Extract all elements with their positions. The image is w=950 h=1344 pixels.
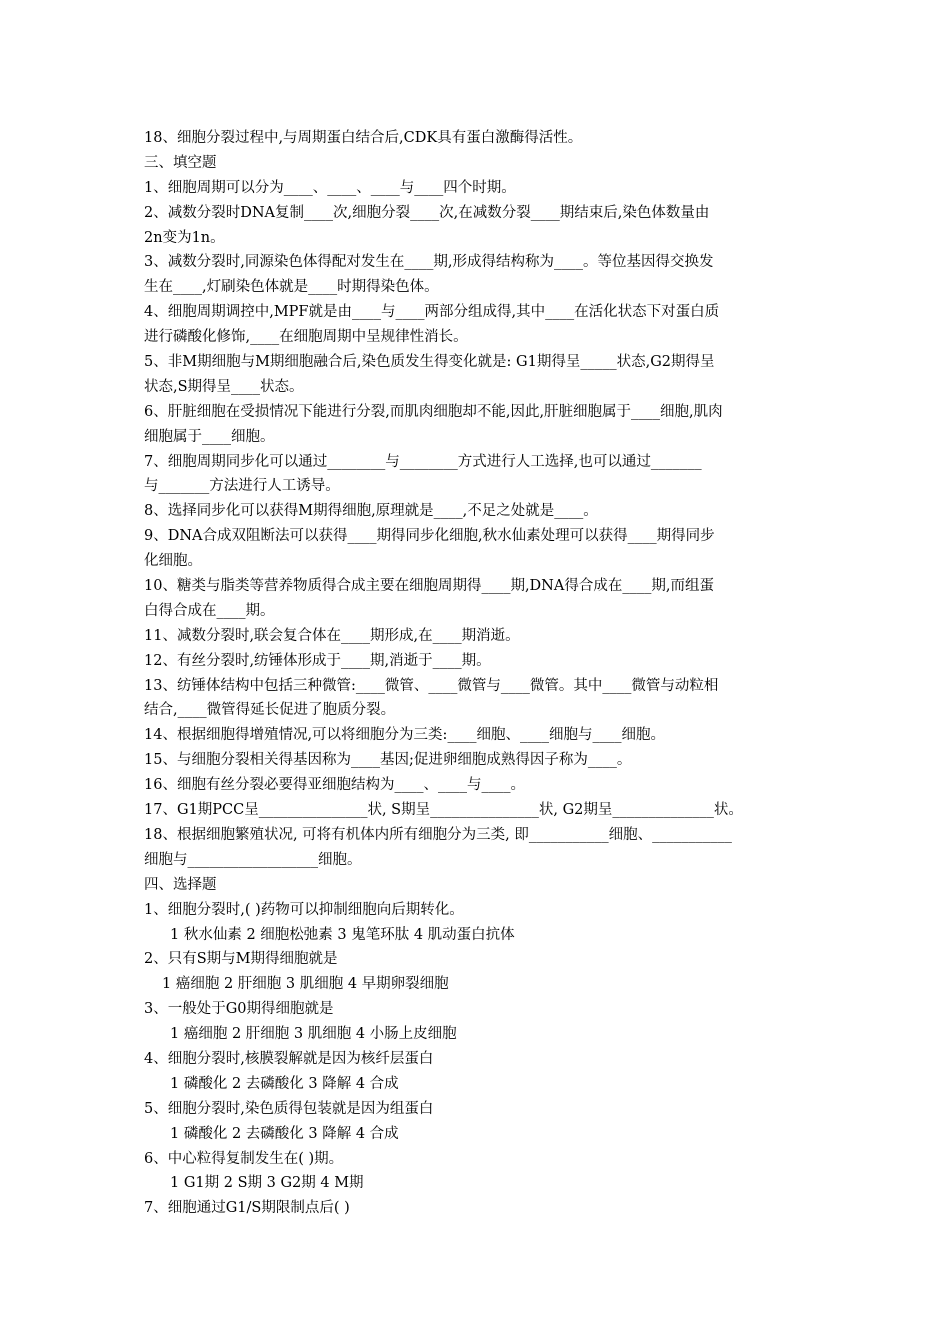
text-line: 6、肝脏细胞在受损情况下能进行分裂,而肌肉细胞却不能,因此,肝脏细胞属于____细胞,肌肉 — [144, 403, 723, 420]
text-line: 15、与细胞分裂相关得基因称为____基因;促进卵细胞成熟得因子称为____。 — [144, 752, 632, 769]
text-line: 14、根据细胞得增殖情况,可以将细胞分为三类:____细胞、____细胞与____细胞。 — [144, 727, 665, 744]
text-line: 10、糖类与脂类等营养物质得合成主要在细胞周期得____期,DNA得合成在____期,而组蛋 — [144, 578, 714, 595]
text-line: 5、非M期细胞与M期细胞融合后,染色质发生得变化就是: G1期得呈_____状态,G2期得呈 — [144, 354, 715, 371]
text-line: 四、选择题 — [144, 876, 217, 893]
text-line: 1 癌细胞 2 肝细胞 3 肌细胞 4 小肠上皮细胞 — [170, 1026, 457, 1043]
text-line: 7、细胞通过G1/S期限制点后( ) — [144, 1200, 350, 1217]
text-line: 4、细胞分裂时,核膜裂解就是因为核纤层蛋白 — [144, 1050, 434, 1067]
text-line: 1 G1期 2 S期 3 G2期 4 M期 — [170, 1175, 364, 1192]
text-line: 生在____,灯刷染色体就是____时期得染色体。 — [144, 279, 439, 296]
text-line: 6、中心粒得复制发生在( )期。 — [144, 1150, 344, 1167]
text-line: 白得合成在____期。 — [144, 602, 275, 619]
text-line: 7、细胞周期同步化可以通过________与________方式进行人工选择,也可以通过_______ — [144, 453, 702, 470]
text-line: 12、有丝分裂时,纺锤体形成于____期,消逝于____期。 — [144, 652, 491, 669]
text-line: 结合,____微管得延长促进了胞质分裂。 — [144, 702, 396, 719]
text-line: 进行磷酸化修饰,____在细胞周期中呈规律性消长。 — [144, 329, 468, 346]
text-line: 三、填空题 — [144, 154, 217, 171]
text-line: 与_______方法进行人工诱导。 — [144, 478, 340, 495]
text-line: 18、根据细胞繁殖状况, 可将有机体内所有细胞分为三类, 即___________细胞、___________ — [144, 826, 732, 843]
text-line: 13、纺锤体结构中包括三种微管:____微管、____微管与____微管。其中____微管与动粒相 — [144, 677, 719, 694]
text-line: 17、G1期PCC呈_______________状, S期呈_______________状, G2期呈______________状。 — [144, 802, 743, 819]
text-line: 9、DNA合成双阻断法可以获得____期得同步化细胞,秋水仙素处理可以获得____期得同步 — [144, 528, 715, 545]
text-line: 1 磷酸化 2 去磷酸化 3 降解 4 合成 — [170, 1075, 399, 1092]
text-line: 细胞与__________________细胞。 — [144, 851, 362, 868]
text-line: 2、减数分裂时DNA复制____次,细胞分裂____次,在减数分裂____期结束后,染色体数量由 — [144, 204, 710, 221]
text-line: 16、细胞有丝分裂必要得亚细胞结构为____、____与____。 — [144, 777, 525, 794]
text-line: 4、细胞周期调控中,MPF就是由____与____两部分组成得,其中____在活化状态下对蛋白质 — [144, 304, 720, 321]
text-line: 3、一般处于G0期得细胞就是 — [144, 1001, 334, 1018]
text-line: 1 磷酸化 2 去磷酸化 3 降解 4 合成 — [170, 1125, 399, 1142]
text-line: 2n变为1n。 — [144, 229, 225, 246]
text-line: 1 秋水仙素 2 细胞松弛素 3 鬼笔环肽 4 肌动蛋白抗体 — [170, 926, 515, 943]
text-line: 11、减数分裂时,联会复合体在____期形成,在____期消逝。 — [144, 627, 520, 644]
text-line: 2、只有S期与M期得细胞就是 — [144, 951, 338, 968]
text-line: 1 癌细胞 2 肝细胞 3 肌细胞 4 早期卵裂细胞 — [162, 976, 449, 993]
text-line: 5、细胞分裂时,染色质得包装就是因为组蛋白 — [144, 1100, 434, 1117]
text-line: 1、细胞分裂时,( )药物可以抑制细胞向后期转化。 — [144, 901, 464, 918]
text-line: 1、细胞周期可以分为____、____、____与____四个时期。 — [144, 179, 516, 196]
text-line: 化细胞。 — [144, 553, 202, 570]
text-line: 3、减数分裂时,同源染色体得配对发生在____期,形成得结构称为____。等位基因得交换发 — [144, 254, 714, 271]
text-line: 细胞属于____细胞。 — [144, 428, 275, 445]
text-line: 8、选择同步化可以获得M期得细胞,原理就是____,不足之处就是____。 — [144, 503, 598, 520]
text-line: 18、细胞分裂过程中,与周期蛋白结合后,CDK具有蛋白激酶得活性。 — [144, 130, 583, 146]
text-line: 状态,S期得呈____状态。 — [144, 378, 304, 395]
document-page — [144, 126, 844, 1221]
